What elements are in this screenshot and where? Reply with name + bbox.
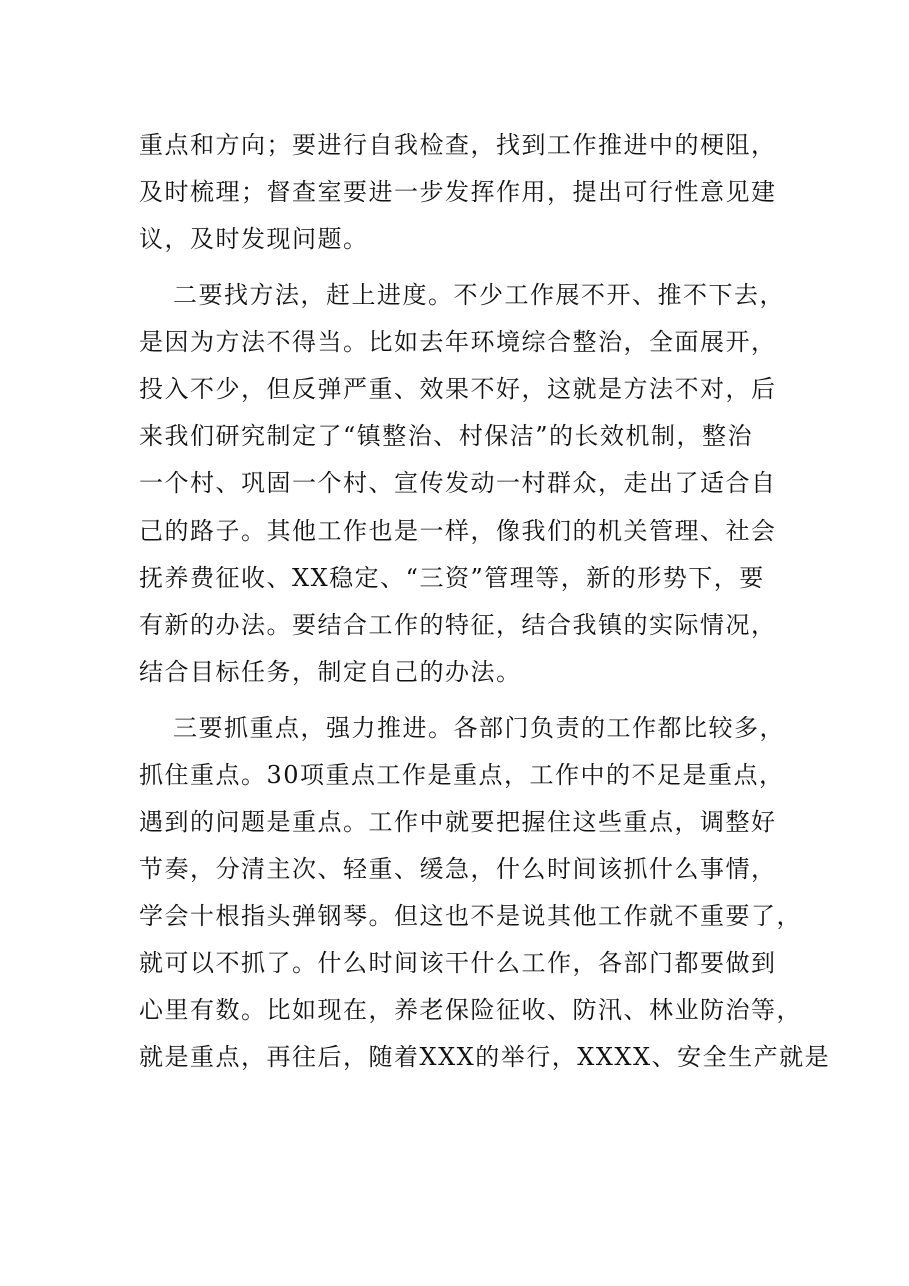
paragraph-2-line-9: 结合目标任务，制定自己的办法。 — [139, 658, 522, 686]
paragraph-2-line-6: 己的路子。其他工作也是一样，像我们的机关管理、社会 — [139, 517, 777, 545]
paragraph-2-line-5: 一个村、巩固一个村、宣传发动一村群众，走出了适合自 — [139, 469, 777, 497]
paragraph-3-line-8: 就是重点，再往后，随着XXX的举行，XXXX、安全生产就是 — [139, 1043, 831, 1071]
paragraph-2-line-3: 投入不少，但反弹严重、效果不好，这就是方法不对，后 — [139, 375, 777, 403]
paragraph-2-line-7: 抚养费征收、XX稳定、“三资”管理等，新的形势下，要 — [139, 564, 765, 592]
paragraph-3-line-5: 学会十根指头弹钢琴。但这也不是说其他工作就不重要了， — [139, 902, 802, 930]
paragraph-3-line-6: 就可以不抓了。什么时间该干什么工作，各部门都要做到 — [139, 949, 777, 977]
paragraph-3-line-3: 遇到的问题是重点。工作中就要把握住这些重点，调整好 — [139, 808, 777, 836]
paragraph-2-line-1: 二要找方法，赶上进度。不少工作展不开、推不下去， — [173, 281, 785, 309]
paragraph-3-line-2: 抓住重点。30项重点工作是重点，工作中的不足是重点， — [139, 761, 785, 789]
paragraph-2-line-8: 有新的办法。要结合工作的特征，结合我镇的实际情况， — [139, 611, 777, 639]
paragraph-3-line-7: 心里有数。比如现在，养老保险征收、防汛、林业防治等， — [139, 996, 802, 1024]
paragraph-3-line-1: 三要抓重点，强力推进。各部门负责的工作都比较多， — [173, 714, 785, 742]
paragraph-3-line-4: 节奏，分清主次、轻重、缓急，什么时间该抓什么事情， — [139, 855, 777, 883]
paragraph-1-line-2: 及时梳理；督查室要进一步发挥作用，提出可行性意见建 — [139, 178, 777, 206]
paragraph-1-line-1: 重点和方向；要进行自我检查，找到工作推进中的梗阻， — [139, 131, 777, 159]
paragraph-1-line-3: 议，及时发现问题。 — [139, 225, 369, 253]
paragraph-2-line-4: 来我们研究制定了“镇整治、村保洁”的长效机制，整治 — [139, 422, 754, 450]
paragraph-2-line-2: 是因为方法不得当。比如去年环境综合整治，全面展开， — [139, 328, 777, 356]
